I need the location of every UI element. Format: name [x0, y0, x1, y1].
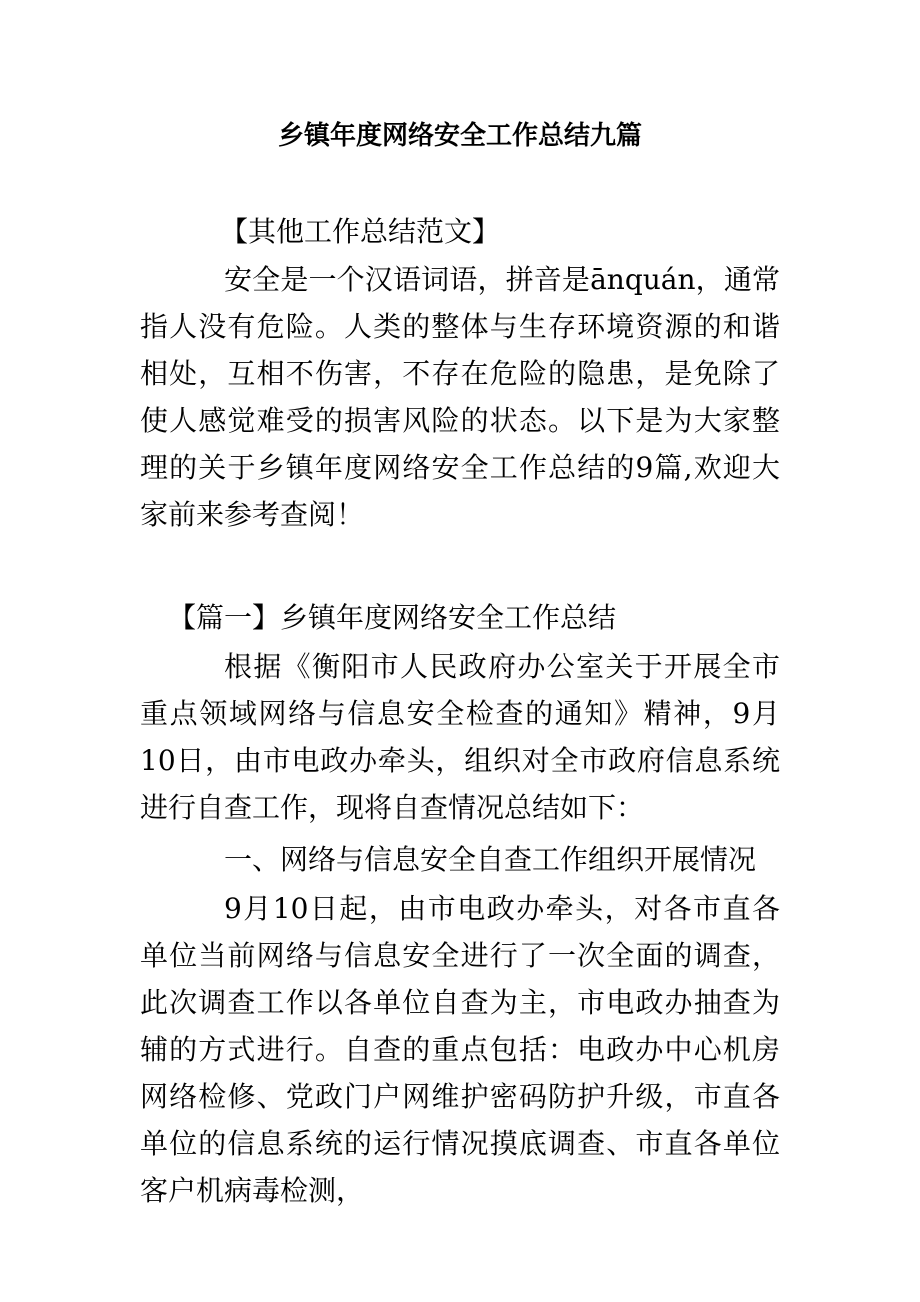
intro-paragraph: 安全是一个汉语词语，拼音是ānquán，通常指人没有危险。人类的整体与生存环境资源的和谐相处，互相不伤害，不存在危险的隐患，是免除了使人感觉难受的损害风险的状态。以下是为大家整理的关于乡镇年度网络安全工作总结的9篇,欢迎大家前来参考查阅！: [140, 263, 780, 531]
document-title: 乡镇年度网络安全工作总结九篇: [277, 121, 642, 151]
other-summary-tag: 【其他工作总结范文】: [220, 215, 501, 248]
section-one-heading: 【篇一】乡镇年度网络安全工作总结: [168, 601, 617, 634]
section-one-paragraph-1: 根据《衡阳市人民政府办公室关于开展全市重点领域网络与信息安全检查的通知》精神，9月10日，由市电政办牵头，组织对全市政府信息系统进行自查工作，现将自查情况总结如下：: [140, 650, 780, 824]
section-one-paragraph-2: 9月10日起，由市电政办牵头，对各市直各单位当前网络与信息安全进行了一次全面的调查，此次调查工作以各单位自查为主，市电政办抽查为辅的方式进行。自查的重点包括：电政办中心机房网络检修、党政门户网维护密码防护升级，市直各单位的信息系统的运行情况摸底调查、市直各单位客户机病毒检测，: [140, 892, 780, 1207]
subheading-one: 一、网络与信息安全自查工作组织开展情况: [224, 843, 757, 876]
